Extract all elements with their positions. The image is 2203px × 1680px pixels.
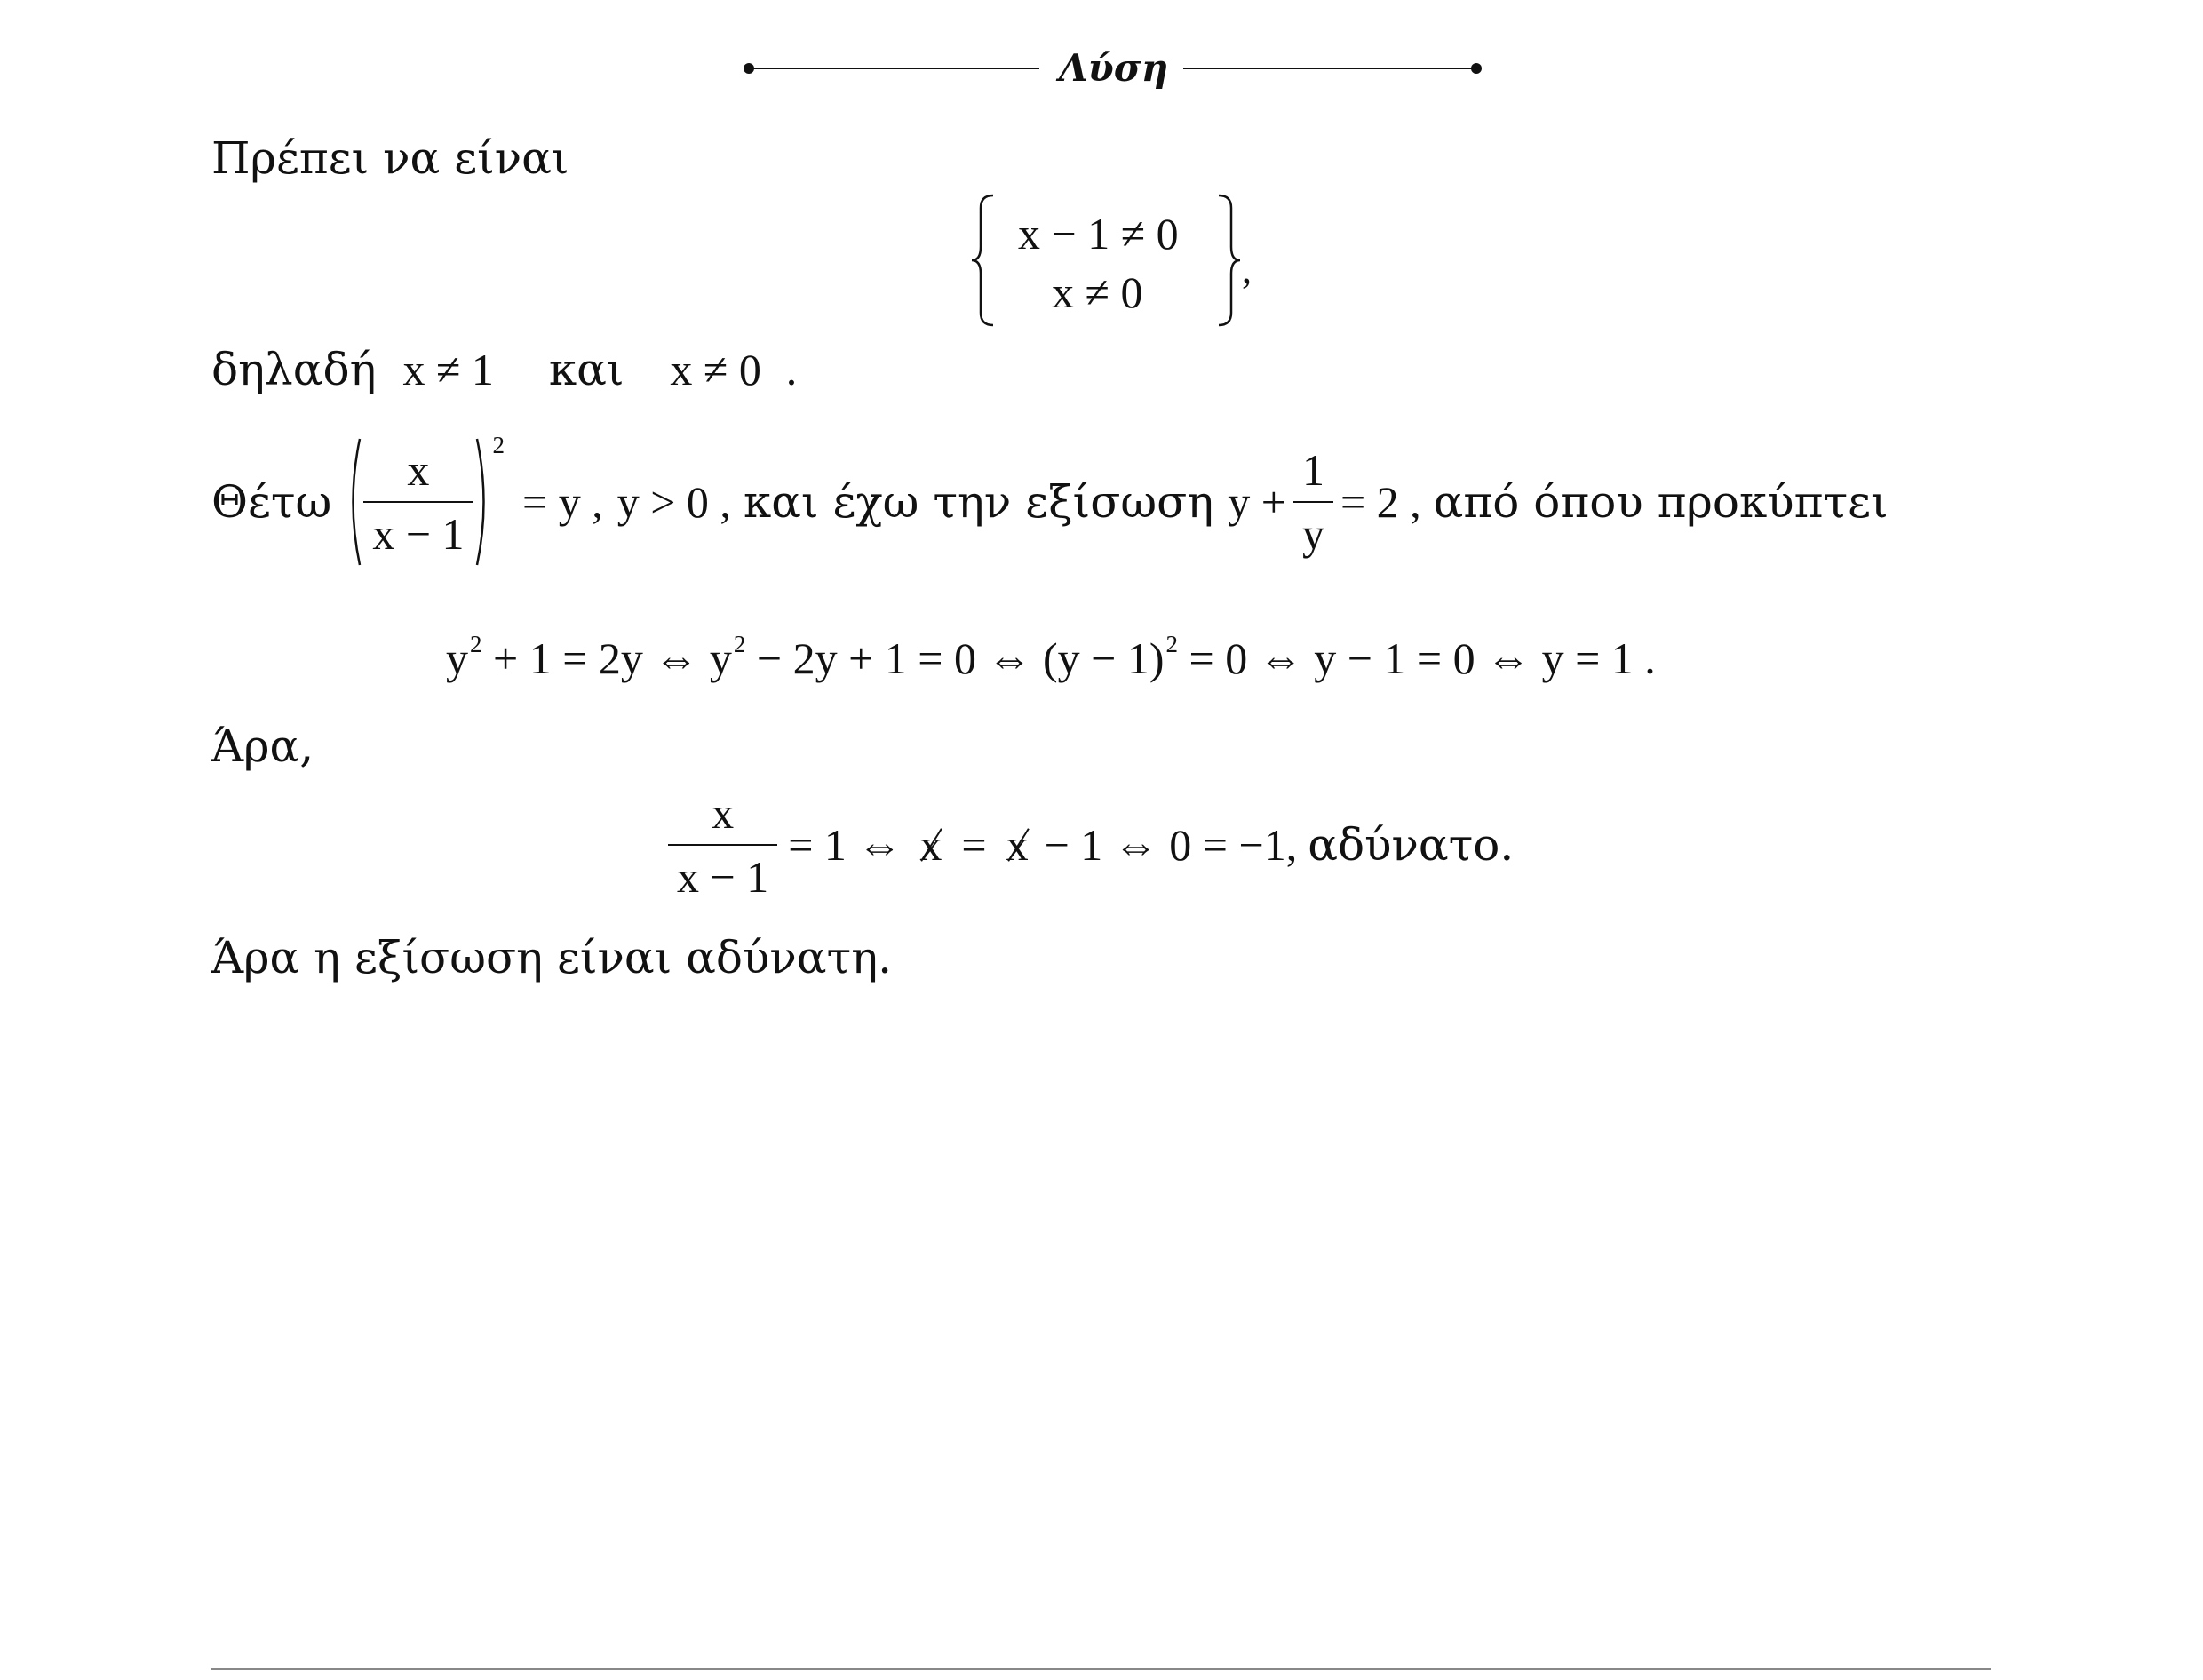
- eq-exp-2: 2: [733, 631, 746, 657]
- eq-part-2: + 1 = 2y ⇔ y: [481, 633, 732, 683]
- header-right-rule: [1183, 68, 1476, 69]
- conclusion-text: Άρα η εξίσωση είναι αδύνατη.: [211, 932, 893, 983]
- eq-part-4: = 0 ⇔ y − 1 = 0 ⇔ y = 1 .: [1178, 633, 1656, 683]
- cancelled-x-right: x: [1006, 820, 1029, 870]
- equation-chain: [446, 631, 1656, 683]
- eq-part-1: y: [446, 633, 468, 683]
- therefore-text: Άρα,: [211, 721, 314, 772]
- condition-x-ne-0: x ≠ 0: [670, 345, 761, 394]
- conditions-period: .: [785, 345, 798, 394]
- fraction2-numerator: 1: [1301, 445, 1324, 495]
- condition-system: [970, 194, 1263, 327]
- fraction3-denominator: x − 1: [677, 852, 769, 902]
- square-exponent: 2: [492, 432, 505, 458]
- contradiction-step-1: = 1 ⇔: [788, 820, 903, 870]
- fraction-denominator: x − 1: [372, 509, 465, 559]
- fraction2-denominator: y: [1301, 509, 1324, 559]
- header-right-dot: [1471, 63, 1482, 74]
- conditions-line: [211, 344, 798, 395]
- section-title: Λύση: [1059, 46, 1169, 90]
- substitution-lead: Θέτω: [211, 476, 332, 528]
- intro-text: Πρέπει να είναι: [211, 132, 569, 184]
- fraction-1-over-y: [1293, 445, 1333, 559]
- condition-x-ne-1: x ≠ 1: [402, 345, 494, 394]
- system-row-2: x ≠ 0: [1052, 267, 1143, 317]
- conditions-conjunction: και: [548, 344, 624, 395]
- equals-y: = y ,: [522, 477, 603, 527]
- substitution-line: [211, 432, 1889, 569]
- eq-part-3: − 2y + 1 = 0 ⇔ (y − 1): [745, 633, 1165, 683]
- fraction-numerator: x: [407, 445, 430, 495]
- fraction3-numerator: x: [712, 788, 735, 838]
- left-paren: [344, 435, 363, 569]
- eq-exp-1: 2: [470, 631, 482, 657]
- fraction-x-over-x-minus-1-b: [668, 788, 777, 902]
- left-brace: [970, 194, 998, 327]
- contradiction-equals: =: [961, 820, 987, 870]
- y-plus: y +: [1228, 477, 1286, 527]
- cancelled-x-left: x: [919, 820, 942, 870]
- substitution-middle-text: και έχω την εξίσωση: [743, 476, 1214, 528]
- system-comma: ,: [1242, 248, 1252, 291]
- header-left-rule: [749, 68, 1039, 69]
- system-row-1: x − 1 ≠ 0: [1018, 209, 1179, 259]
- y-positive: y > 0 ,: [616, 477, 731, 527]
- contradiction-step-2: − 1 ⇔ 0 = −1,: [1044, 820, 1298, 870]
- equals-2: = 2 ,: [1340, 477, 1421, 527]
- right-brace: [1213, 194, 1242, 327]
- footer-rule: [211, 1668, 1991, 1670]
- conditions-lead: δηλαδή: [211, 344, 377, 395]
- eq-exp-3: 2: [1165, 631, 1178, 657]
- right-paren: [473, 435, 493, 569]
- fraction-x-over-x-minus-1: [363, 445, 473, 559]
- contradiction-line: [668, 788, 1515, 902]
- substitution-tail-text: από όπου προκύπτει: [1433, 476, 1889, 528]
- impossible-word: αδύνατο.: [1308, 819, 1515, 871]
